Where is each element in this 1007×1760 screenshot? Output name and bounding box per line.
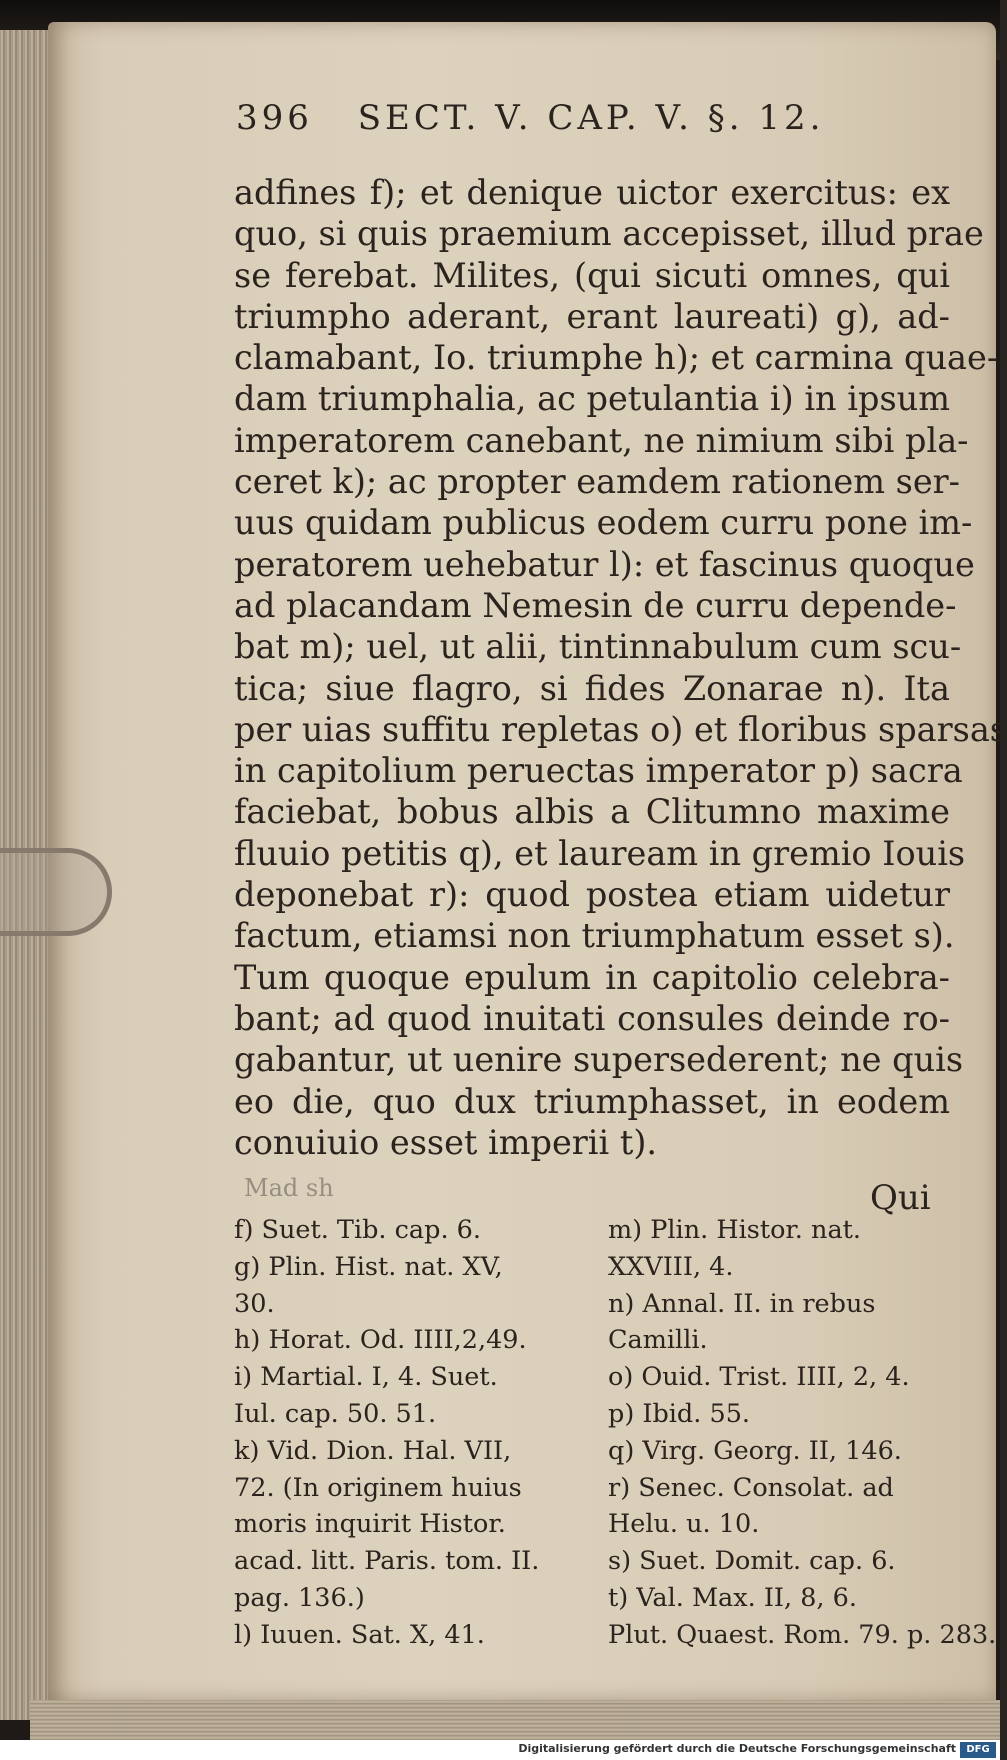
footer-credit: Digitalisierung gefördert durch die Deutsche Forschungsgemeinschaft <box>518 1742 956 1755</box>
text-line: imperatorem canebant, ne nimium sibi pla- <box>234 420 969 460</box>
dfg-logo: DFG <box>960 1742 996 1758</box>
text-line: bant; ad quod inuitati consules deinde ro- <box>234 998 950 1038</box>
text-line: peratorem uehebatur l): et fascinus quoque <box>234 544 975 584</box>
text-line: se ferebat. Milites, (qui sicuti omnes, qui <box>234 255 950 295</box>
running-title: SECT. V. CAP. V. §. 12. <box>357 98 825 138</box>
body-text <box>234 172 1007 1163</box>
footnote-line: l) Iuuen. Sat. X, 41. <box>234 1619 485 1650</box>
footnote-line: m) Plin. Histor. nat. <box>608 1215 861 1245</box>
footnote-line: XXVIII, 4. <box>608 1251 734 1282</box>
page-clip <box>0 848 112 936</box>
text-line: fluuio petitis q), et lauream in gremio Iouis <box>234 833 966 873</box>
footnote-line: acad. litt. Paris. tom. II. <box>234 1546 540 1577</box>
footnotes-right <box>608 1212 997 1654</box>
catchword: Qui <box>870 1178 931 1218</box>
footnote-line: q) Virg. Georg. II, 146. <box>608 1435 902 1466</box>
text-line: dam triumphalia, ac petulantia i) in ipsum <box>234 379 950 419</box>
footnote-line: i) Martial. I, 4. Suet. <box>234 1362 498 1393</box>
text-line: in capitolium peruectas imperator p) sacra <box>234 751 963 791</box>
footnote-line: n) Annal. II. in rebus <box>608 1288 876 1319</box>
text-line: uus quidam publicus eodem curru pone im- <box>234 503 973 543</box>
footnote-line: r) Senec. Consolat. ad <box>608 1472 894 1503</box>
footnote-line: 30. <box>234 1288 275 1319</box>
digitization-footer <box>0 1740 1000 1760</box>
text-line: adfines f); et denique uictor exercitus: ex <box>234 173 950 212</box>
footnote-line: Iul. cap. 50. 51. <box>234 1398 437 1429</box>
footnote-line: Camilli. <box>608 1325 708 1356</box>
text-line: factum, etiamsi non triumphatum esset s). <box>234 916 955 956</box>
footnote-line: h) Horat. Od. IIII,2,49. <box>234 1325 527 1356</box>
text-line: ceret k); ac propter eamdem rationem ser- <box>234 462 960 502</box>
text-line: clamabant, Io. triumphe h); et carmina quae- <box>234 338 999 378</box>
text-line: bat m); uel, ut alii, tintinnabulum cum scu- <box>234 627 962 667</box>
text-line: conuiuio esset imperii t). <box>234 1122 658 1162</box>
footnote-line: Plut. Quaest. Rom. 79. p. 283. <box>608 1619 997 1650</box>
text-line: ad placandam Nemesin de curru depende- <box>234 585 957 625</box>
footnote-line: k) Vid. Dion. Hal. VII, <box>234 1435 512 1466</box>
footnote-line: o) Ouid. Trist. IIII, 2, 4. <box>608 1362 910 1393</box>
text-line: quo, si quis praemium accepisset, illud prae <box>234 214 984 254</box>
running-head <box>236 98 936 138</box>
text-line: Tum quoque epulum in capitolio celebra- <box>234 957 950 997</box>
text-line: tica; siue flagro, si fides Zonarae n). Ita <box>234 668 950 708</box>
footnote-line: Helu. u. 10. <box>608 1509 760 1540</box>
page-number: 396 <box>236 98 313 138</box>
text-line: eo die, quo dux triumphasset, in eodem <box>234 1081 950 1121</box>
text-line: gabantur, ut uenire supersederent; ne quis <box>234 1040 964 1080</box>
text-line: per uias suffitu repletas o) et floribus sparsas <box>234 709 1007 749</box>
footnote-line: s) Suet. Domit. cap. 6. <box>608 1546 896 1577</box>
footnote-line: g) Plin. Hist. nat. XV, <box>234 1251 503 1282</box>
footnote-line: 72. (In originem huius <box>234 1472 522 1503</box>
footnotes-left <box>234 1212 574 1654</box>
footnote-line: t) Val. Max. II, 8, 6. <box>608 1582 857 1613</box>
footnote-line: f) Suet. Tib. cap. 6. <box>234 1215 481 1245</box>
text-line: faciebat, bobus albis a Clitumno maxime <box>234 792 950 832</box>
text-line: triumpho aderant, erant laureati) g), ad- <box>234 296 950 336</box>
smudge-text: Mad sh <box>244 1174 334 1202</box>
footnote-line: p) Ibid. 55. <box>608 1398 751 1429</box>
footnote-line: pag. 136.) <box>234 1582 365 1613</box>
book-bottom-edge <box>30 1700 1000 1740</box>
footnote-line: moris inquirit Histor. <box>234 1509 506 1540</box>
text-line: deponebat r): quod postea etiam uidetur <box>234 875 950 915</box>
